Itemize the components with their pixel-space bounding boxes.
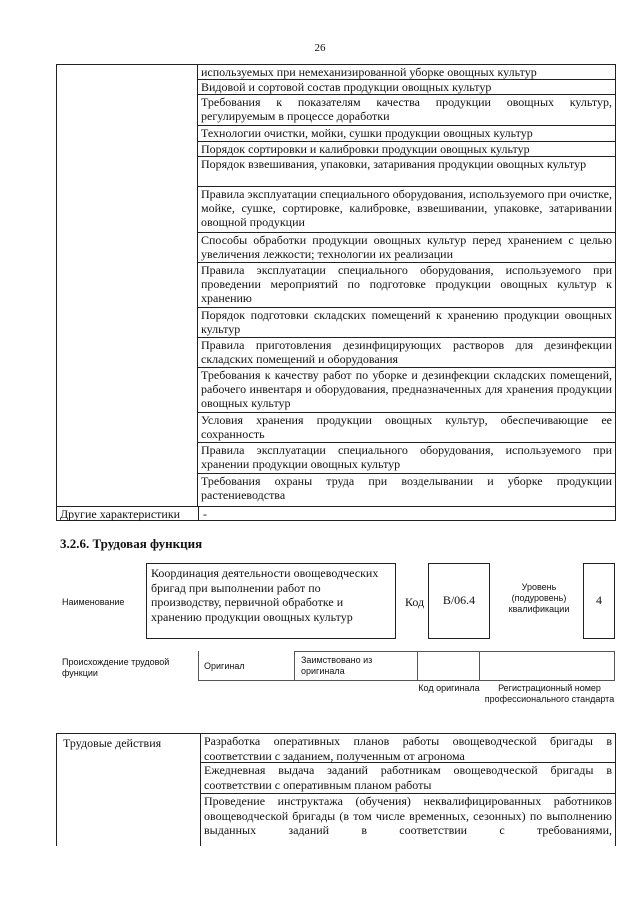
other-characteristics-label: Другие характеристики xyxy=(60,507,181,521)
origin-borrowed-cell xyxy=(294,651,418,681)
knowledge-item: Порядок взвешивания, упаковки, затаривания продукции овощных культур xyxy=(198,157,615,187)
labor-actions-label-cell xyxy=(57,734,201,846)
qualification-level-value: 4 xyxy=(583,563,615,639)
origin-row xyxy=(198,651,615,681)
original-label: Оригинал xyxy=(204,661,245,671)
knowledge-item: Способы обработки продукции овощных культур перед хранением с целью увеличения лежкости; технологии их реализации xyxy=(198,233,615,263)
code-value: B/06.4 xyxy=(428,563,490,639)
knowledge-table xyxy=(56,64,616,521)
name-label: Наименование xyxy=(62,597,125,607)
knowledge-item: Технологии очистки, мойки, сушки продукции овощных культур xyxy=(198,126,615,142)
knowledge-item: Условия хранения продукции овощных культур, обеспечивающие ее сохранность xyxy=(198,413,615,443)
page-number: 26 xyxy=(314,42,326,54)
labor-function-name: Координация деятельности овощеводческих бригад при выполнении работ по производству, первичной обработке и хранению продукции овощных культур xyxy=(146,563,396,639)
origin-label: Происхождение трудовой функции xyxy=(62,657,170,678)
qualification-level-label: Уровень (подуровень) квалификации xyxy=(508,582,570,614)
labor-actions-table xyxy=(56,733,616,846)
knowledge-item: Правила эксплуатации специального оборудования, используемого при проведении мероприятий по подготовке продукции овощных культур к хранению xyxy=(198,263,615,308)
code-label: Код xyxy=(405,595,425,609)
knowledge-item: Порядок сортировки и калибровки продукции овощных культур xyxy=(198,142,615,157)
origin-code-cell xyxy=(418,651,480,681)
knowledge-item: Порядок подготовки складских помещений к хранению продукции овощных культур xyxy=(198,308,615,338)
knowledge-item: Правила приготовления дезинфицирующих растворов для дезинфекции складских помещений и оборудования xyxy=(198,338,615,368)
knowledge-item: Правила эксплуатации специального оборудования, используемого при очистке, мойке, сушке, сортировке, калибровке, взвешивании, упаковке, затаривании овощной продукции xyxy=(198,187,615,233)
knowledge-item: Требования к качеству работ по уборке и дезинфекции складских помещений, рабочего инвентаря и оборудования, предназначенных для хранения продукции овощных культур xyxy=(198,368,615,413)
other-characteristics-row xyxy=(57,506,615,521)
knowledge-item: используемых при немеханизированной уборке овощных культур xyxy=(198,65,615,80)
borrowed-label: Заимствовано из оригинала xyxy=(301,655,373,676)
labor-action-item: Ежедневная выдача заданий работникам овощеводческой бригады в соответствии с оперативным планом работы xyxy=(201,763,615,794)
origin-registration-cell xyxy=(480,651,615,681)
knowledge-item: Требования охраны труда при возделывании и уборке продукции растениеводства xyxy=(201,474,612,502)
origin-original-cell xyxy=(198,651,294,681)
knowledge-table-left-column xyxy=(57,65,198,506)
labor-actions-label: Трудовые действия xyxy=(63,736,162,750)
knowledge-item: Требования к показателям качества продукции овощных культур, регулируемым в процессе доработки xyxy=(198,95,615,126)
code-original-label: Код оригинала xyxy=(418,683,480,693)
section-title: 3.2.6. Трудовая функция xyxy=(60,536,203,551)
knowledge-item: Правила эксплуатации специального оборудования, используемого при хранении продукции овощных культур xyxy=(198,443,615,474)
registration-number-label: Регистрационный номер профессионального стандарта xyxy=(484,683,615,704)
knowledge-item: Видовой и сортовой состав продукции овощных культур xyxy=(198,80,615,95)
other-characteristics-value: - xyxy=(198,507,620,521)
labor-action-item: Разработка оперативных планов работы овощеводческой бригады в соответствии с заданием, полученным от агронома xyxy=(201,734,615,763)
original-marker xyxy=(198,651,199,681)
labor-action-item: Проведение инструктажа (обучения) неквалифицированных работников овощеводческой бригады (в том числе временных, сезонных) по выполнению выданных заданий в соответствии с требованиями, xyxy=(204,794,612,837)
